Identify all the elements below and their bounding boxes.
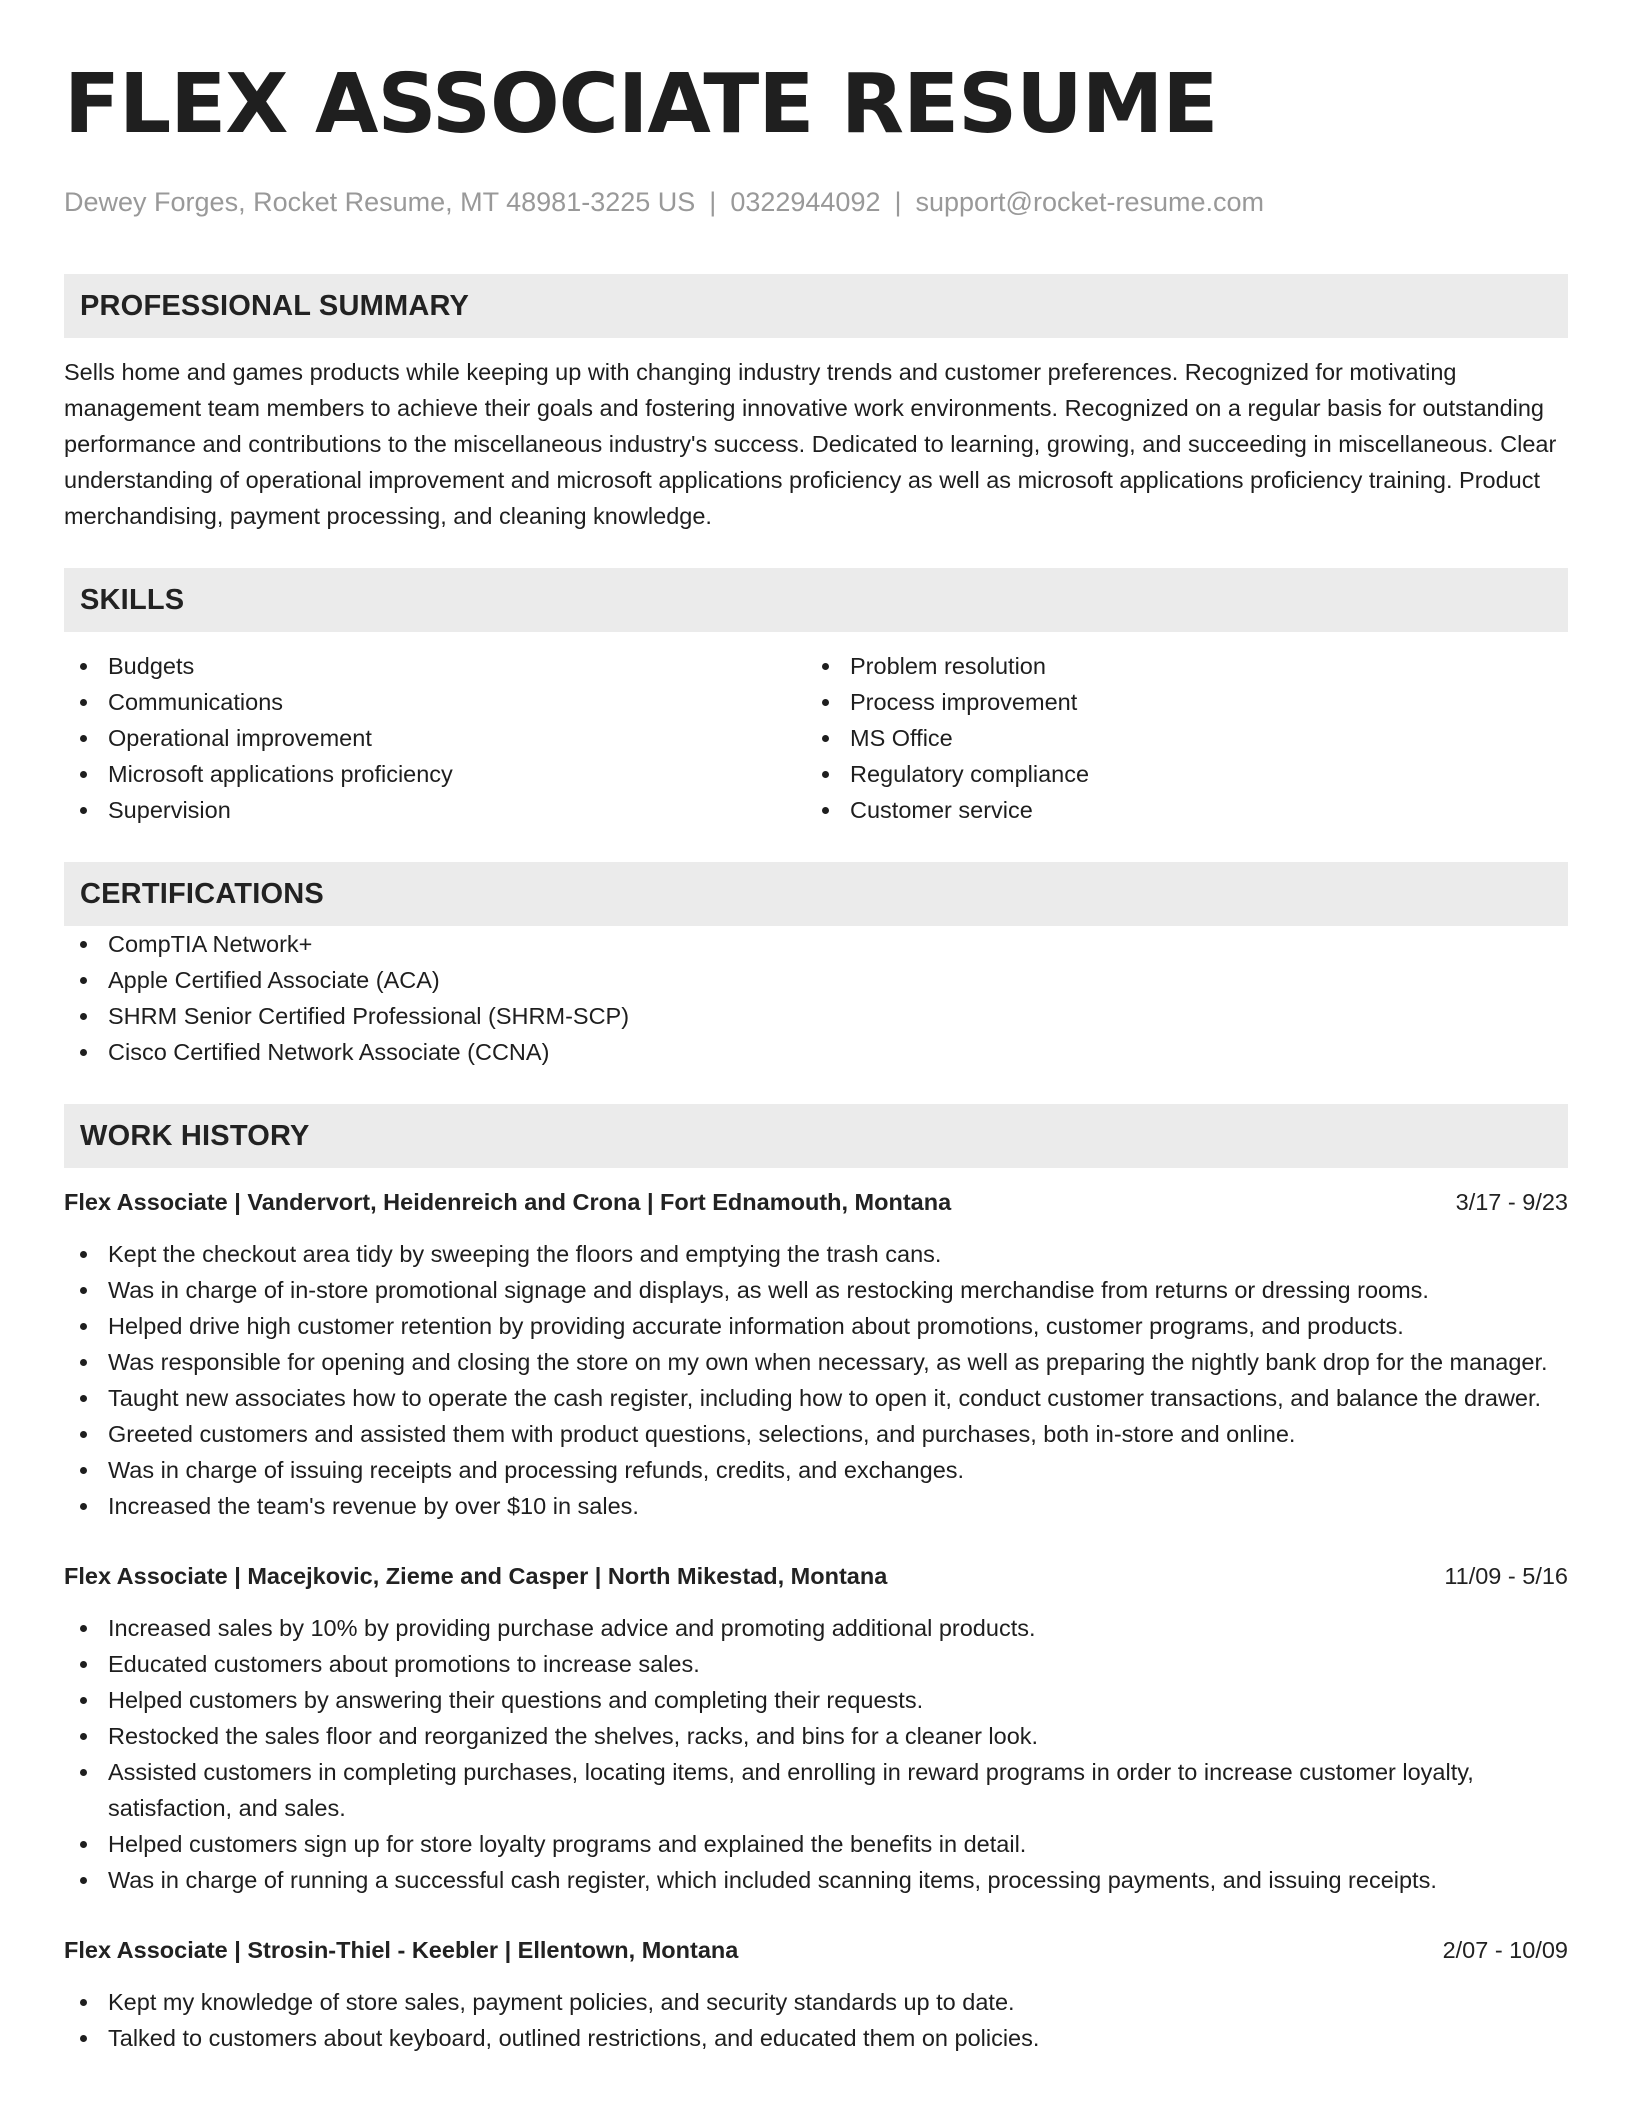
skill-item: Budgets [64,648,806,684]
job-dates: 3/17 - 9/23 [1455,1189,1568,1215]
skill-item: Operational improvement [64,720,806,756]
job-header [64,1558,1568,1594]
job-duty-item: Increased sales by 10% by providing purchase advice and promoting additional products. [64,1610,1568,1646]
skill-item: Regulatory compliance [806,756,1548,792]
section-heading-work-history: WORK HISTORY [64,1104,1568,1168]
contact-email: support@rocket-resume.com [915,187,1265,217]
section-heading-summary: PROFESSIONAL SUMMARY [64,274,1568,338]
skill-item: Communications [64,684,806,720]
job-duty-item: Helped customers sign up for store loyalty programs and explained the benefits in detail. [64,1826,1568,1862]
job-duty-item: Was in charge of in-store promotional signage and displays, as well as restocking merchandise from returns or dressing rooms. [64,1272,1568,1308]
job-duty-item: Restocked the sales floor and reorganized the shelves, racks, and bins for a cleaner look. [64,1718,1568,1754]
skill-item: Microsoft applications proficiency [64,756,806,792]
job-entry [64,1932,1568,2056]
job-entry [64,1558,1568,1898]
job-dates: 11/09 - 5/16 [1444,1563,1568,1589]
contact-separator: | [894,187,902,217]
skill-item: Supervision [64,792,806,828]
job-duty-item: Assisted customers in completing purchases, locating items, and enrolling in reward programs in order to increase customer loyalty, satisfaction, and sales. [64,1754,1568,1826]
resume-title: FLEX ASSOCIATE RESUME [64,57,1218,152]
job-entry [64,1184,1568,1524]
certification-item: Apple Certified Associate (ACA) [64,962,1568,998]
certification-item: CompTIA Network+ [64,926,1568,962]
skill-item: Customer service [806,792,1548,828]
job-duty-item: Kept the checkout area tidy by sweeping the floors and emptying the trash cans. [64,1236,1568,1272]
work-history-list [64,1184,1568,2056]
job-title: Flex Associate | Macejkovic, Zieme and Casper | North Mikestad, Montana [64,1563,888,1589]
contact-separator: | [709,187,717,217]
certification-item: Cisco Certified Network Associate (CCNA) [64,1034,1568,1070]
job-duties-list [64,1236,1568,1524]
contact-address: Dewey Forges, Rocket Resume, MT 48981-3225 US [64,187,696,217]
certifications-list [64,926,1568,1070]
job-duty-item: Helped customers by answering their questions and completing their requests. [64,1682,1568,1718]
job-duty-item: Kept my knowledge of store sales, payment policies, and security standards up to date. [64,1984,1568,2020]
job-duty-item: Increased the team's revenue by over $10 in sales. [64,1488,1568,1524]
job-duty-item: Talked to customers about keyboard, outlined restrictions, and educated them on policies. [64,2020,1568,2056]
section-heading-certifications: CERTIFICATIONS [64,862,1568,926]
skill-item: Process improvement [806,684,1548,720]
job-title: Flex Associate | Strosin-Thiel - Keebler | Ellentown, Montana [64,1937,739,1963]
contact-phone: 0322944092 [730,187,881,217]
job-duty-item: Helped drive high customer retention by providing accurate information about promotions, customer programs, and products. [64,1308,1568,1344]
job-dates: 2/07 - 10/09 [1442,1937,1568,1963]
resume-page [64,0,1568,2056]
job-header [64,1932,1568,1968]
job-title: Flex Associate | Vandervort, Heidenreich and Crona | Fort Ednamouth, Montana [64,1189,952,1215]
skill-item: MS Office [806,720,1548,756]
job-duties-list [64,1610,1568,1898]
job-duty-item: Was in charge of issuing receipts and processing refunds, credits, and exchanges. [64,1452,1568,1488]
skills-column-right [806,648,1548,828]
job-duty-item: Taught new associates how to operate the cash register, including how to open it, conduct customer transactions, and balance the drawer. [64,1380,1568,1416]
section-heading-skills: SKILLS [64,568,1568,632]
job-duty-item: Greeted customers and assisted them with product questions, selections, and purchases, both in-store and online. [64,1416,1568,1452]
skill-item: Problem resolution [806,648,1548,684]
job-duty-item: Was in charge of running a successful cash register, which included scanning items, processing payments, and issuing receipts. [64,1862,1568,1898]
job-duty-item: Was responsible for opening and closing the store on my own when necessary, as well as preparing the nightly bank drop for the manager. [64,1344,1568,1380]
contact-line [64,184,1568,220]
job-duties-list [64,1984,1568,2056]
summary-text: Sells home and games products while keeping up with changing industry trends and customer preferences. Recognized for motivating management team members to achieve their goals and fostering innovative work environments. Recognized on a regular basis for outstanding performance and contributions to the miscellaneous industry's success. Dedicated to learning, growing, and succeeding in miscellaneous. Clear understanding of operational improvement and microsoft applications proficiency as well as microsoft applications proficiency training. Product merchandising, payment processing, and cleaning knowledge. [64,359,1557,529]
certification-item: SHRM Senior Certified Professional (SHRM-SCP) [64,998,1568,1034]
skills-column-left [64,648,806,828]
job-duty-item: Educated customers about promotions to increase sales. [64,1646,1568,1682]
skills-list [64,648,1568,828]
job-header [64,1184,1568,1220]
